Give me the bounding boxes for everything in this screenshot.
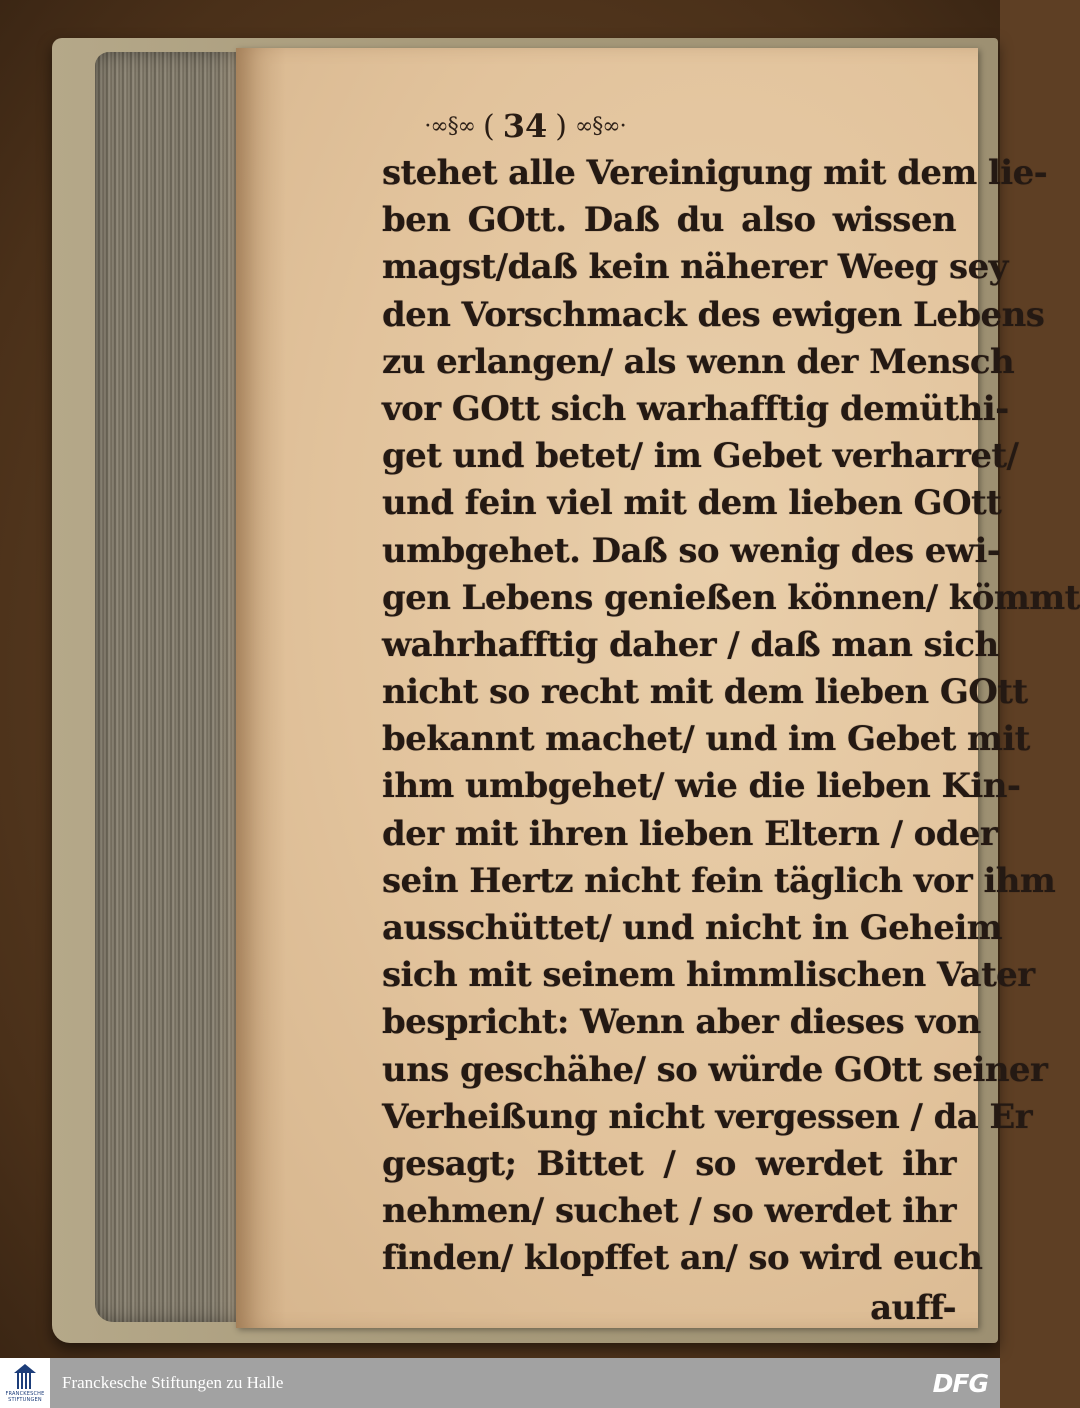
text-line: gen Lebens genießen können/ kömmt: [382, 577, 1080, 618]
text-line: bekannt machet/ und im Gebet mit: [382, 719, 1030, 760]
text-line: stehet alle Vereinigung mit dem lie-: [382, 153, 1048, 193]
text-line: nicht so recht mit dem lieben GOtt: [382, 672, 1028, 713]
ornament-left: ·∞§∞: [424, 113, 476, 139]
text-line: ausschüttet/ und nicht in Geheim: [382, 908, 1003, 948]
text-line: vor GOtt sich warhafftig demüthi-: [382, 388, 1009, 429]
logo-line-2: STIFTUNGEN: [8, 1396, 42, 1403]
text-line: sich mit seinem himmlischen Vater: [382, 955, 1035, 996]
text-line: wahrhafftig daher / daß man sich: [382, 624, 999, 665]
text-line: finden/ klopffet an/ so wird euch: [382, 1238, 983, 1279]
franckesche-logo[interactable]: [0, 1358, 50, 1408]
text-line: ihm umbgehet/ wie die lieben Kin-: [382, 766, 1021, 807]
paren-open: (: [483, 108, 495, 144]
text-line: nehmen/ suchet / so werdet ihr: [382, 1191, 956, 1232]
text-line: gesagt; Bittet / so werdet ihr: [382, 1143, 956, 1184]
ornament-right: ∞§∞·: [574, 113, 626, 139]
text-line: ben GOtt. Daß du also wissen: [382, 200, 956, 241]
institution-name: Franckesche Stiftungen zu Halle: [62, 1373, 284, 1392]
text-line: sein Hertz nicht fein täglich vor ihm: [382, 860, 1056, 901]
text-line: den Vorschmack des ewigen Lebens: [382, 294, 1045, 335]
paren-close: ): [555, 108, 567, 144]
text-line: Verheißung nicht vergessen / da Er: [382, 1096, 1033, 1137]
text-line: uns geschähe/ so würde GOtt seiner: [382, 1049, 1048, 1090]
viewer-footer: [0, 1358, 1000, 1408]
building-icon: [14, 1364, 36, 1390]
page-header: [325, 104, 725, 148]
text-line: und fein viel mit dem lieben GOtt: [382, 483, 1002, 524]
text-line: umbgehet. Daß so wenig des ewi-: [382, 530, 1001, 571]
logo-line-1: FRANCKESCHE: [5, 1390, 45, 1397]
text-line: get und betet/ im Gebet verharret/: [382, 436, 1019, 477]
text-block: [382, 150, 1080, 1332]
text-line: magst/daß kein näherer Weeg sey: [382, 247, 1008, 288]
dfg-logo[interactable]: DFG: [932, 1369, 988, 1398]
page-number: 34: [502, 107, 548, 145]
text-line: zu erlangen/ als wenn der Mensch: [382, 341, 1015, 382]
text-line: bespricht: Wenn aber dieses von: [382, 1002, 981, 1043]
text-line: der mit ihren lieben Eltern / oder: [382, 813, 998, 854]
logo-caption: [5, 1391, 44, 1403]
catchword: auff-: [870, 1287, 956, 1328]
